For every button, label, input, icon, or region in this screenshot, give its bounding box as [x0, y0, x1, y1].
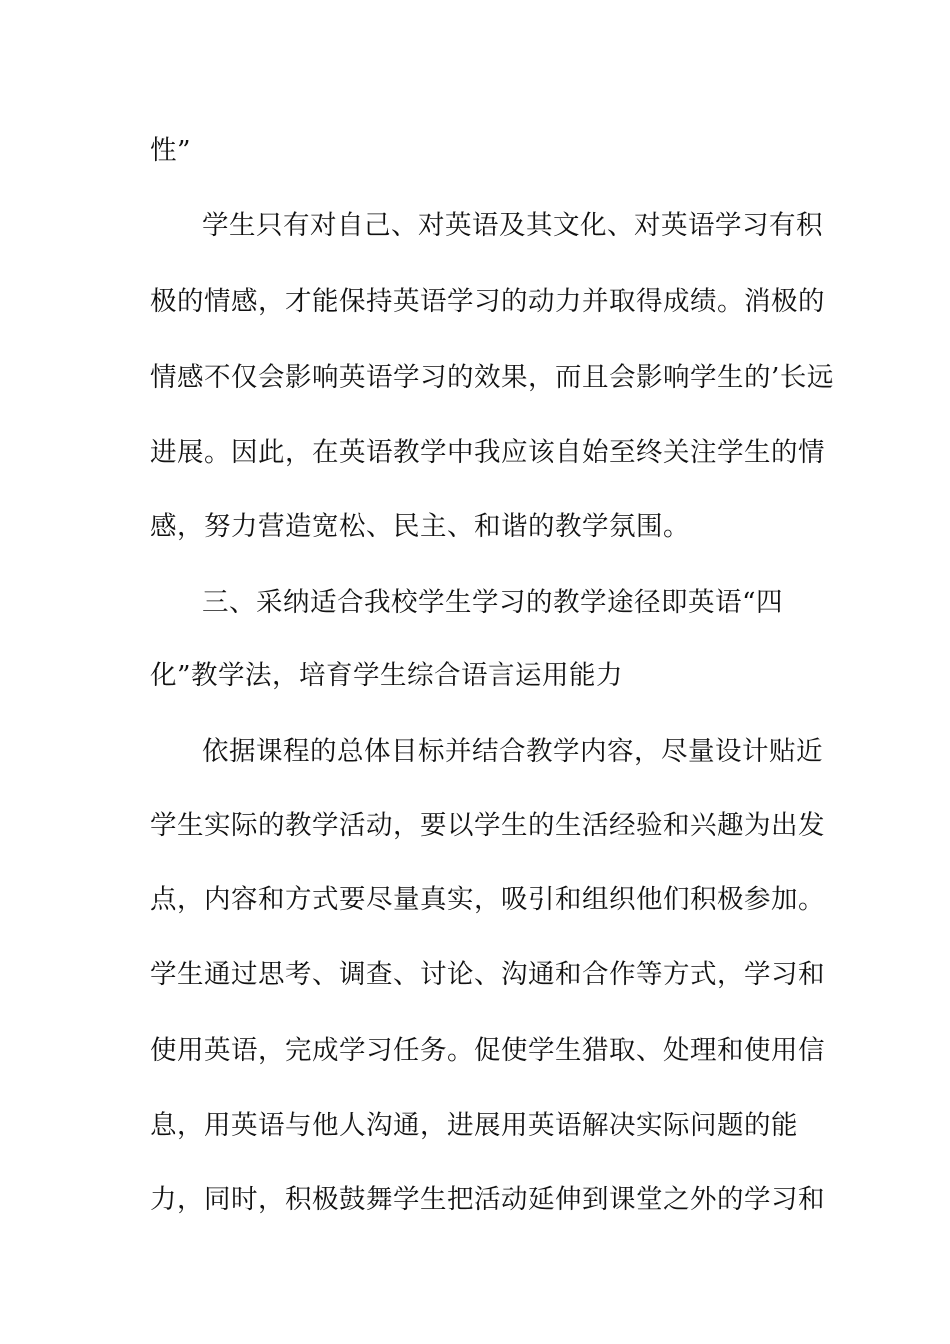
text-line: 力，同时，积极鼓舞学生把活动延伸到课堂之外的学习和: [150, 1184, 825, 1215]
paragraph-first-line: 依据课程的总体目标并结合教学内容，尽量设计贴近: [202, 736, 823, 767]
paragraph-first-line: 学生只有对自己、对英语及其文化、对英语学习有积: [202, 210, 823, 241]
text-line: 极的情感，才能保持英语学习的动力并取得成绩。消极的: [150, 286, 825, 317]
text-line: 学生通过思考、调查、讨论、沟通和合作等方式，学习和: [150, 959, 825, 990]
text-line: 点，内容和方式要尽量真实，吸引和组织他们积极参加。: [150, 884, 825, 915]
text-line: 进展。因此，在英语教学中我应该自始至终关注学生的情: [150, 437, 825, 468]
text-line: 息，用英语与他人沟通，进展用英语解决实际问题的能: [150, 1110, 798, 1141]
text-line: 性”: [150, 135, 192, 166]
text-line: 感，努力营造宽松、民主、和谐的教学氛围。: [150, 511, 690, 542]
section-heading-line: 三、采纳适合我校学生学习的教学途径即英语“四: [202, 587, 784, 618]
text-line: 学生实际的教学活动，要以学生的生活经验和兴趣为出发: [150, 810, 825, 841]
section-heading-line: 化”教学法，培育学生综合语言运用能力: [150, 660, 624, 691]
text-line: 使用英语，完成学习任务。促使学生猎取、处理和使用信: [150, 1035, 825, 1066]
text-line: 情感不仅会影响英语学习的效果，而且会影响学生的’长远: [150, 362, 834, 393]
